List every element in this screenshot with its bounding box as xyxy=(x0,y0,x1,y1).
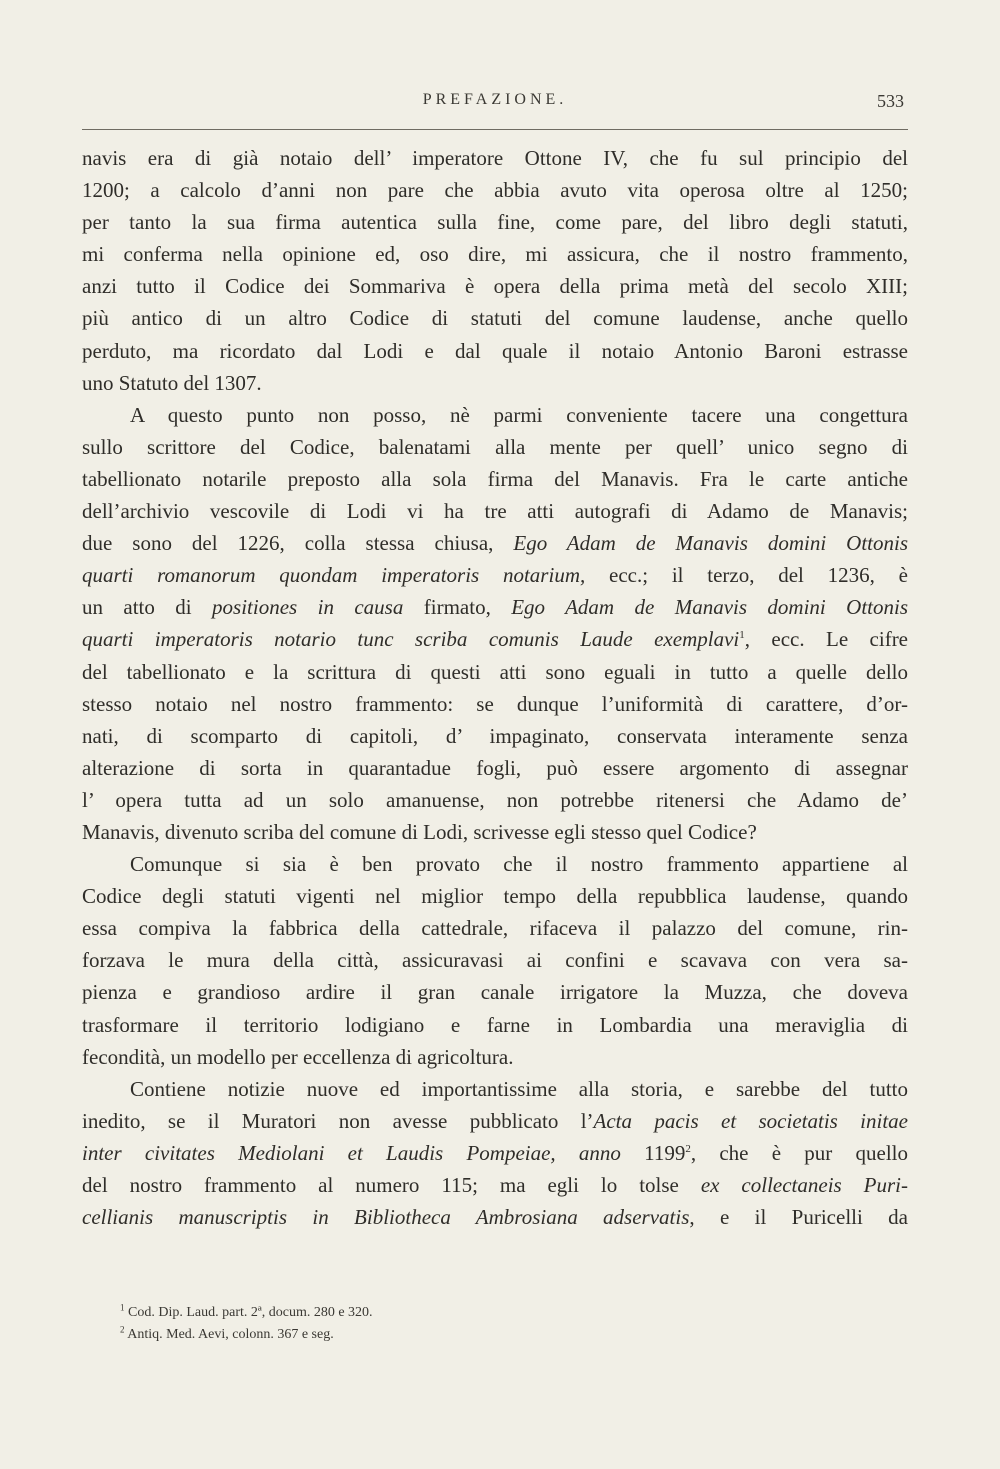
text-run: del nostro frammento al numero 115; ma egli lo tolse xyxy=(82,1173,679,1197)
text-line xyxy=(82,591,908,623)
text-line: più antico di un altro Codice di statuti del comune laudense, anche quello xyxy=(82,306,908,331)
text-line: fecondità, un modello per eccellenza di agricoltura. xyxy=(82,1044,514,1069)
text-run: inedito, se il Muratori non avesse pubblicato l’ xyxy=(82,1108,594,1133)
italic-run: quarti romanorum quondam imperatoris notarium, xyxy=(82,563,586,588)
footnote-mark: 2 xyxy=(120,1324,125,1335)
italic-run: ex collectaneis Puri- xyxy=(700,1173,908,1197)
text-line xyxy=(82,1105,908,1137)
italic-run: Acta pacis et societatis initae xyxy=(593,1108,908,1133)
footnote-mark: 1 xyxy=(120,1302,125,1313)
text-line: mi conferma nella opinione ed, oso dire, mi assicura, che il nostro frammento, xyxy=(82,242,908,267)
text-run: ecc.; il terzo, del 1236, è xyxy=(609,563,908,588)
text-line: 1200; a calcolo d’anni non pare che abbia avuto vita operosa oltre al 1250; xyxy=(82,178,908,203)
text-run: ecc. Le cifre xyxy=(771,627,909,652)
footnote-text: Antiq. Med. Aevi, colonn. 367 e seg. xyxy=(127,1327,334,1342)
paragraph-3 xyxy=(82,848,908,1073)
text-line xyxy=(82,1137,908,1169)
text-line: quarti imperatoris notario tunc scriba comunis Laude exemplavi$^1$, ecc. Le cifre xyxy=(82,627,909,652)
text-line: anzi tutto il Codice dei Sommariva è opera della prima metà del secolo XIII; xyxy=(82,274,908,299)
text-line: stesso notaio nel nostro frammento: se dunque l’uniformità di carattere, d’or- xyxy=(82,691,908,716)
italic-run: cellianis manuscriptis in Bibliotheca Ambrosiana adservatis xyxy=(82,1205,690,1230)
paragraph-1 xyxy=(82,142,908,399)
text-line: per tanto la sua firma autentica sulla fine, come pare, del libro degli statuti, xyxy=(82,210,908,235)
text-line: Contiene notizie nuove ed importantissime alla storia, e sarebbe del tutto xyxy=(130,1076,908,1101)
text-run: 1199 xyxy=(644,1140,686,1165)
text-run: un atto di xyxy=(82,595,192,620)
text-line: Comunque si sia è ben provato che il nostro frammento appartiene al xyxy=(130,852,908,877)
footnotes xyxy=(120,1302,720,1346)
italic-run: positiones in causa xyxy=(212,595,404,620)
footnote-ref[interactable]: 2 xyxy=(685,1142,691,1155)
running-title: PREFAZIONE. xyxy=(422,91,568,108)
text-line: perduto, ma ricordato dal Lodi e dal quale il notaio Antonio Baroni estrasse xyxy=(82,338,908,363)
text-run: , che è pur quello xyxy=(690,1140,908,1165)
footnote-text: Cod. Dip. Laud. part. 2ª, docum. 280 e 320. xyxy=(128,1305,373,1320)
text-line: pienza e grandioso ardire il gran canale irrigatore la Muzza, che doveva xyxy=(82,980,908,1005)
text-line: navis era di già notaio dell’ imperatore Ottone IV, che fu sul principio del xyxy=(82,146,908,170)
text-line: Codice degli statuti vigenti nel miglior tempo della repubblica laudense, quando xyxy=(82,884,908,909)
text-line: nati, di scomparto di capitoli, d’ impaginato, conservata interamente senza xyxy=(82,723,908,748)
text-line: dell’archivio vescovile di Lodi vi ha tre atti autografi di Adamo de Manavis; xyxy=(82,499,908,524)
paragraph-4 xyxy=(82,1073,908,1233)
text-line: alterazione di sorta in quarantadue fogli, può essere argomento di assegnar xyxy=(82,755,908,780)
text-line: forzava le mura della città, assicuravasi ai confini e scavava con vera sa- xyxy=(82,948,908,973)
italic-run: Ego Adam de Manavis domini Ottonis xyxy=(513,531,908,556)
header-rule xyxy=(82,129,908,130)
text-line: sullo scrittore del Codice, balenatami alla mente per quell’ unico segno di xyxy=(82,434,908,459)
text-line: A questo punto non posso, nè parmi conveniente tacere una congettura xyxy=(130,402,908,427)
text-line: Manavis, divenuto scriba del comune di Lodi, scrivesse egli stesso quel Codice? xyxy=(82,819,757,844)
page-number: 533 xyxy=(877,91,904,111)
text-line: del tabellionato e la scrittura di questi atti sono eguali in tutto a quelle dello xyxy=(82,659,908,684)
italic-run: inter civitates Mediolani et Laudis Pompeiae, anno xyxy=(82,1140,621,1165)
text-line: trasformare il territorio lodigiano e farne in Lombardia una meraviglia di xyxy=(82,1012,908,1037)
text-line xyxy=(82,559,908,591)
text-line: uno Statuto del 1307. xyxy=(82,370,262,395)
footnote-ref[interactable]: 1 xyxy=(739,629,745,642)
footnote-2 xyxy=(120,1324,720,1346)
footnote-1 xyxy=(120,1302,720,1324)
italic-run: Ego Adam de Manavis domini Ottonis xyxy=(511,595,909,620)
text-line: l’ opera tutta ad un solo amanuense, non potrebbe ritenersi che Adamo de’ xyxy=(82,787,908,812)
text-run: due sono del 1226, colla stessa chiusa, xyxy=(82,531,494,556)
text-line xyxy=(82,527,908,559)
text-line xyxy=(82,1201,908,1233)
running-header xyxy=(82,86,908,116)
text-run: firmato, xyxy=(423,595,491,620)
text-line: tabellionato notarile preposto alla sola firma del Manavis. Fra le carte antiche xyxy=(82,466,908,491)
italic-run: quarti imperatoris notario tunc scriba comunis Laude exemplavi xyxy=(82,627,740,652)
text-run: , e il Puricelli da xyxy=(689,1205,908,1230)
body-text xyxy=(82,142,908,1233)
text-line: essa compiva la fabbrica della cattedrale, rifaceva il palazzo del comune, rin- xyxy=(82,916,908,941)
paragraph-2 xyxy=(82,399,908,848)
text-line xyxy=(82,1169,908,1201)
